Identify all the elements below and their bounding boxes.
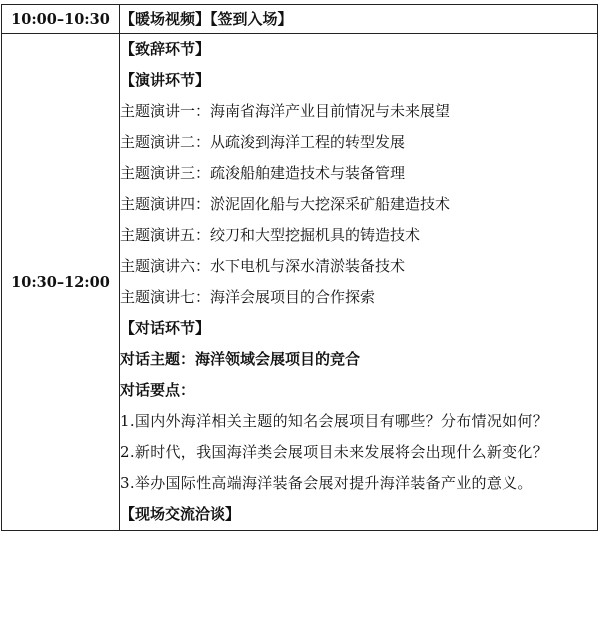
dialogue-point: 2.新时代，我国海洋类会展项目未来发展将会出现什么新变化？ (120, 443, 549, 461)
dialogue-topic: 对话主题：海洋领域会展项目的竞合 (120, 350, 361, 368)
speech-item: 主题演讲四：淤泥固化船与大挖深采矿船建造技术 (120, 195, 451, 213)
speech-item: 主题演讲一：海南省海洋产业目前情况与未来展望 (120, 102, 451, 120)
opening-section-heading: 【致辞环节】 (120, 40, 211, 58)
dialogue-point: 1.国内外海洋相关主题的知名会展项目有哪些？分布情况如何？ (120, 412, 549, 430)
dialogue-points-label: 对话要点： (120, 381, 196, 399)
speech-item: 主题演讲三：疏浚船舶建造技术与装备管理 (120, 164, 406, 182)
content-cell (120, 5, 598, 34)
agenda-row-main (2, 34, 598, 531)
speech-item: 主题演讲五：绞刀和大型挖掘机具的铸造技术 (120, 226, 421, 244)
warmup-checkin-label: 【暖场视频】【签到入场】 (120, 9, 293, 28)
speech-item: 主题演讲二：从疏浚到海洋工程的转型发展 (120, 133, 406, 151)
speech-item: 主题演讲七：海洋会展项目的合作探索 (120, 288, 376, 306)
speech-item: 主题演讲六：水下电机与深水清淤装备技术 (120, 257, 406, 275)
agenda-row-warmup (2, 5, 598, 34)
dialogue-section-heading: 【对话环节】 (120, 319, 211, 337)
agenda-table (1, 4, 598, 531)
time-cell: 10:00–10:30 (2, 5, 120, 34)
time-cell: 10:30–12:00 (2, 34, 120, 531)
dialogue-point: 3.举办国际性高端海洋装备会展对提升海洋装备产业的意义。 (120, 474, 533, 492)
speech-section-heading: 【演讲环节】 (120, 71, 211, 89)
networking-section-heading: 【现场交流洽谈】 (120, 505, 241, 523)
content-cell (120, 34, 598, 531)
